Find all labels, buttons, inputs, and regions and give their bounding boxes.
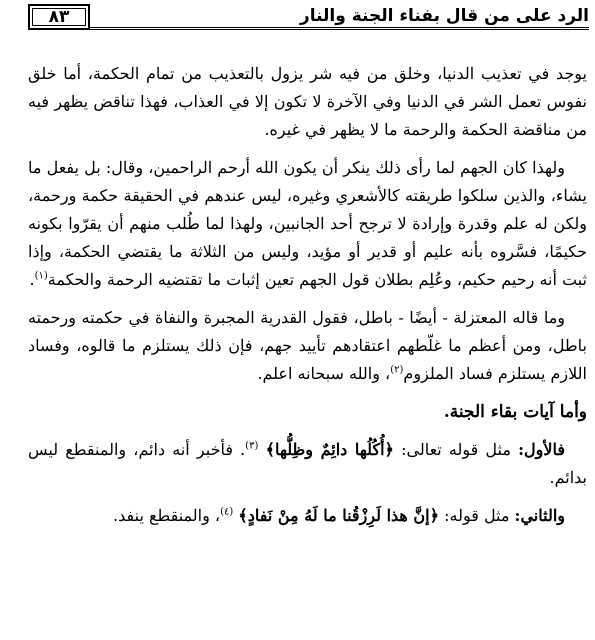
header-rule	[88, 27, 589, 30]
footnote-ref-2: (٢)	[390, 364, 404, 376]
paragraph-2: ولهذا كان الجهم لما رأى ذلك ينكر أن يكون الله أرحم الراحمين، وقال: بل يفعل ما يشاء، والذين سلكوا طريقته كالأشعري وغيره، ليس عندهم في الحقيقة حكمة ورحمة، ولكن له علم وقدرة وإرادة لا ترجح أحد الجانبين، ولهذا لما طُلب منهم أن يقرّوا بكونه حكيمًا، فسَّروه بأنه عليم أو قدير أو مؤيد، وليس من الثلاثة ما يقتضي الحكمة، وإذا ثبت أنه رحيم حكيم، وعُلِم بطلان قول الجهم تعين إثبات ما تقتضيه الرحمة والحكمة$^{(١)}$.	[28, 158, 587, 289]
page-number-box	[28, 4, 90, 30]
paragraph-3-text: وما قاله المعتزلة - أيضًا - باطل، فقول القدرية المجبرة والنفاة في حكمته ورحمته باطل، ومن أعظم ما غلّطهم اعتقادهم تأييد جهم، فإن ذلك يستلزم ما قالوه، وفساد اللازم يستلزم فساد الملزوم	[28, 308, 587, 383]
paragraph-1: يوجد في تعذيب الدنيا، وخلق من فيه شر يزول بالتعذيب من تمام الحكمة، أما خلق نفوس تعمل الشر في الدنيا وفي الآخرة لا تكون إلا في العذاب، فهذا تناقض يظهر فيه من مناقضة الحكمة والرحمة ما لا يظهر في غيره.	[28, 64, 587, 139]
page-number: ٨٣	[48, 7, 70, 27]
second-tail: ، والمنقطع ينفد.	[113, 506, 221, 525]
first-lead: فالأول:	[518, 440, 566, 459]
paragraph-3-tail: ، والله سبحانه اعلم.	[257, 364, 391, 383]
footnote-ref-4: (٤)	[220, 506, 234, 518]
body-text	[28, 60, 587, 540]
page-header	[14, 4, 589, 30]
first-tail: . فأخبر أنه دائم، والمنقطع ليس بدائم.	[28, 440, 587, 487]
footnote-ref-3: (٣)	[245, 440, 259, 452]
paragraph-3	[28, 304, 587, 388]
first-intro: مثل قوله تعالى:	[401, 440, 511, 459]
second-verse: ﴿إنَّ هذا لَرِزْقُنا ما لَهُ مِنْ نَفادٍ﴾	[238, 506, 439, 525]
second-intro: مثل قوله:	[444, 506, 510, 525]
section-heading: وأما آيات بقاء الجنة.	[443, 402, 587, 422]
paragraph-2-text: ولهذا كان الجهم لما رأى ذلك ينكر أن يكون الله أرحم الراحمين، وقال: بل يفعل ما يشاء، والذين سلكوا طريقته كالأشعري وغيره، ليس عندهم في الحقيقة حكمة ورحمة، ولكن له علم وقدرة وإرادة لا ترجح أحد الجانبين، ولهذا لما طُلب منهم أن يقرّوا بكونه حكيمًا، فسَّروه بأنه عليم أو قدير أو مؤيد، وليس من الثلاثة ما يقتضي الحكمة، وإذا ثبت أنه رحيم حكيم، وعُلِم بطلان قول الجهم تعين إثبات ما تقتضيه الرحمة والحكمة	[28, 158, 587, 289]
first-verse: ﴿أُكُلُها دائِمٌ وظِلُّها﴾	[265, 440, 394, 459]
running-title: الرد على من قال بفناء الجنة والنار	[299, 6, 589, 26]
second-lead: والثاني:	[514, 506, 565, 525]
footnote-ref-1: (١)	[34, 270, 48, 282]
paragraph-first-verse	[28, 436, 587, 492]
paragraph-second-verse	[28, 502, 587, 530]
